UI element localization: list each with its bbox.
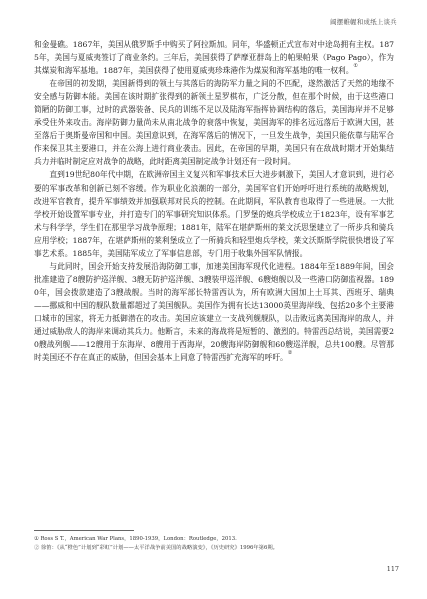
footnote-item	[34, 544, 394, 553]
footnote-ref[interactable]: ②	[287, 350, 293, 357]
footnote-text: Ross S T.，American War Plans，1890-1939，London：Routledge，2013.	[40, 536, 237, 542]
paragraph	[34, 168, 394, 259]
footnotes	[34, 535, 394, 553]
paragraph	[34, 38, 394, 77]
footnote-ref[interactable]: ①	[353, 63, 358, 70]
page-number: 117	[386, 565, 399, 573]
paragraph-text: 和金曼礁。1867年，美国从俄罗斯手中购买了阿拉斯加。同年，华盛顿正式宣布对中途岛拥有主权。1875年，美国与夏威夷签订了商业条约。三年后，美国获得了萨摩亚群岛上的帕果帕果（Pago Pago），作为其煤炭和海军基地。1887年，美国获得了使用夏威夷珍珠港作为煤炭和海军基地的唯一权利。	[34, 40, 394, 76]
footnote-mark: ①	[34, 536, 39, 542]
paragraph-text: 直到19世纪80年代中期，在欧洲帝国主义复兴和军事技术巨大进步刺激下，美国人才意识到，进行必要的军事改革和创新已刻不容缓。作为职业化浪潮的一部分，美国军官们开始呼吁进行系统的战略规划，改进军官教育，提升军事绩效并加强联邦对民兵的控制。在此期间，军队教育也取得了一些进展。一大批学校开始设置军事专业，并打造专门的军事研究知识体系。门罗堡的炮兵学校成立于1823年，设有军事艺术与科学学，学生们在那里学习战争原理；1881年，陆军在堪萨斯州的莱文沃思堡建立了一所步兵和骑兵应用学校；1887年，在堪萨斯州的莱利堡成立了一所骑兵和轻型炮兵学校，莱文沃斯斯学院很快增设了军事艺术系。1885年，美国陆军成立了军事信息部，专门用于收集外国军队情报。	[34, 170, 394, 258]
paragraph-text: 在帝国的初发期，美国新得到的领土与其落后的海防军力量之间的不匹配，遂然激活了天然的地缘不安全感与防御本能。美国在该时期扩张得到的新领土星罗棋布，广泛分散，但在那个时候，由于这些港口简陋的防御工事，过时的武器装备、民兵的训练不足以及陆海军指挥协调结构的落后，美国海岸并不足够承受住外来攻击。海岸防御力量尚未从南北战争的衰落中恢复，美国海军的排名远远落后于欧洲大国，甚至落后于奥斯曼帝国和中国。美国意识到，在海军落后的情况下，一旦发生战争，美国只能依靠与陆军合作来保卫其主要港口，并在公海上进行商业袭击。因此，在帝国的早期，美国只有在敌战时期才开始集结兵力并临时制定应对战争的战略，此时距离美国制定战争计划还有一段时间。	[34, 79, 394, 167]
footnote-mark: ②	[34, 545, 40, 551]
paragraph	[34, 260, 394, 364]
paragraph-text: 与此同时，国会开始支持发展沿海防御工事，加速美国海军现代化进程。1884年至1889年间，国会批准建造了8艘防护巡洋舰、3艘无防护巡洋舰、3艘装甲巡洋舰、6艘炮舰以及一些港口防御监视器。1890年，国会拨款建造了3艘战舰。当时的海军部长特雷西认为，所有欧洲大国加上土耳其、西班牙、瑞典——挪威和中国的舰队数量都超过了美国舰队。美国作为拥有长达13000英里海岸线、包括20多个主要港口城市的国家，将无力抵御潜在的攻击。美国应该建立一支战列舰舰队，以击败远离美国海岸的敌人，并通过威胁敌人的海岸来调动其兵力。他断言，未来的海战将是短暂的、激烈的。特雷西总结说，美国需要20艘战列舰——12艘用于东海岸、8艘用于西海岸，20艘海岸防御舰和60艘巡洋舰，总共100艘。尽管那时美国还不存在真正的威胁，但国会基本上同意了特雷西扩充海军的呼吁。	[34, 261, 394, 363]
paragraph	[34, 77, 394, 168]
body-text	[34, 38, 394, 364]
running-head: 阔摆帷幄和成纸上谈兵	[330, 18, 397, 26]
footnote-text: 徐笛：《从“橙色”计划到“彩虹”计划——太平洋战争前美国的战略演变》，《历史研究》1996年第6期。	[41, 545, 278, 551]
footnote-divider	[34, 530, 134, 531]
footnote-item	[34, 535, 394, 544]
